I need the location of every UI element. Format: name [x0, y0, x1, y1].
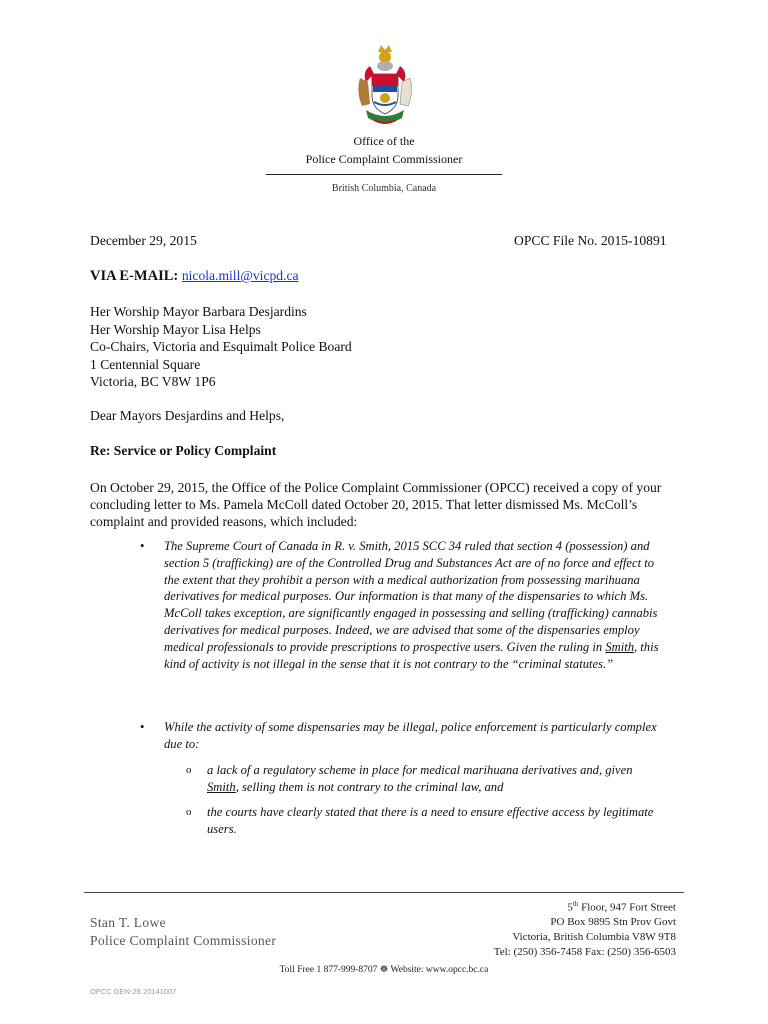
recipient-line: Victoria, BC V8W 1P6 — [90, 374, 216, 389]
office-title-line1: Office of the — [353, 134, 415, 148]
bullet-text-part: , this kind of activity is not illegal in the sense that it is not contrary to the “criminal statutes.” — [164, 639, 659, 671]
address-street: Floor, 947 Fort Street — [578, 901, 676, 914]
office-address — [494, 897, 676, 960]
bullet-text-part: The Supreme Court of Canada in R. v. Smith, 2015 SCC 34 ruled that section 4 (possession) and section 5 (trafficking) are of the Controlled Drug and Substances Act are of no force and effect to the extent that they prohibit a person with a medical authorization from possessing marihuana derivatives for medical purposes. Our information is that many of the dispensaries to which Ms. McColl takes exception, are significantly engaged in possessing and selling (trafficking) cannabis derivatives for medical purposes. Indeed, we are advised that some of the dispensaries employ medical professionals to provide prescriptions to prospective users. Given the ruling in — [164, 539, 658, 654]
file-number: OPCC File No. 2015-10891 — [514, 233, 667, 248]
floor-number: 5 — [567, 901, 573, 914]
bullet-marker: • — [140, 720, 145, 734]
via-email-label: VIA E-MAIL: — [90, 268, 179, 284]
salutation: Dear Mayors Desjardins and Helps, — [90, 408, 285, 423]
bullet-text — [164, 538, 664, 672]
office-title-line2: Police Complaint Commissioner — [305, 152, 463, 166]
address-line: PO Box 9895 Stn Prov Govt — [550, 916, 676, 929]
address-line: Victoria, British Columbia V8W 9T8 — [512, 931, 676, 944]
bc-coat-of-arms-icon — [352, 42, 418, 130]
recipient-line: Co-Chairs, Victoria and Esquimalt Police Board — [90, 339, 352, 354]
recipient-line: Her Worship Mayor Barbara Desjardins — [90, 304, 307, 319]
recipient-address — [90, 303, 352, 391]
subject-line: Re: Service or Policy Complaint — [90, 443, 277, 458]
sub-bullet-text-part: a lack of a regulatory scheme in place for medical marihuana derivatives and, given — [207, 763, 633, 777]
floor-suffix: th — [572, 900, 579, 908]
sub-bullet-text: the courts have clearly stated that there is a need to ensure effective access by legitimate users. — [207, 805, 654, 836]
bullet-text: While the activity of some dispensaries may be illegal, police enforcement is particularly complex due to: — [164, 720, 657, 751]
form-code: OPCC GEN-28 20141007 — [90, 987, 177, 996]
sub-bullet-marker: o — [186, 806, 192, 818]
via-email-link[interactable]: nicola.mill@vicpd.ca — [181, 268, 299, 283]
address-line — [494, 897, 676, 915]
office-country: British Columbia, Canada — [331, 183, 437, 194]
signatory-title: Police Complaint Commissioner — [90, 933, 277, 948]
case-name-smith: Smith — [207, 779, 236, 794]
bullet-marker: • — [140, 539, 145, 553]
sub-bullet-marker: o — [186, 764, 192, 776]
address-line: Tel: (250) 356-7458 Fax: (250) 356-6503 — [493, 946, 676, 959]
via-email-line — [90, 268, 299, 285]
recipient-line: 1 Centennial Square — [90, 356, 201, 372]
header-divider — [266, 174, 502, 175]
tollfree-website-line: Toll Free 1 877-999-8707 ☸ Website: www.opcc.bc.ca — [279, 965, 489, 975]
footer-divider — [84, 892, 684, 893]
sub-bullet-text-part: , selling them is not contrary to the criminal law, and — [235, 779, 504, 794]
recipient-line: Her Worship Mayor Lisa Helps — [90, 321, 261, 337]
letter-date: December 29, 2015 — [90, 233, 197, 248]
case-name-smith: Smith — [605, 639, 634, 654]
sub-bullet-text — [207, 762, 657, 796]
intro-paragraph: On October 29, 2015, the Office of the Police Complaint Commissioner (OPCC) received a copy of your concluding letter to Ms. Pamela McColl dated October 20, 2015. That letter dismissed Ms. McColl’s complaint and provided reasons, which included: — [90, 480, 662, 529]
signatory-name: Stan T. Lowe — [90, 915, 166, 930]
